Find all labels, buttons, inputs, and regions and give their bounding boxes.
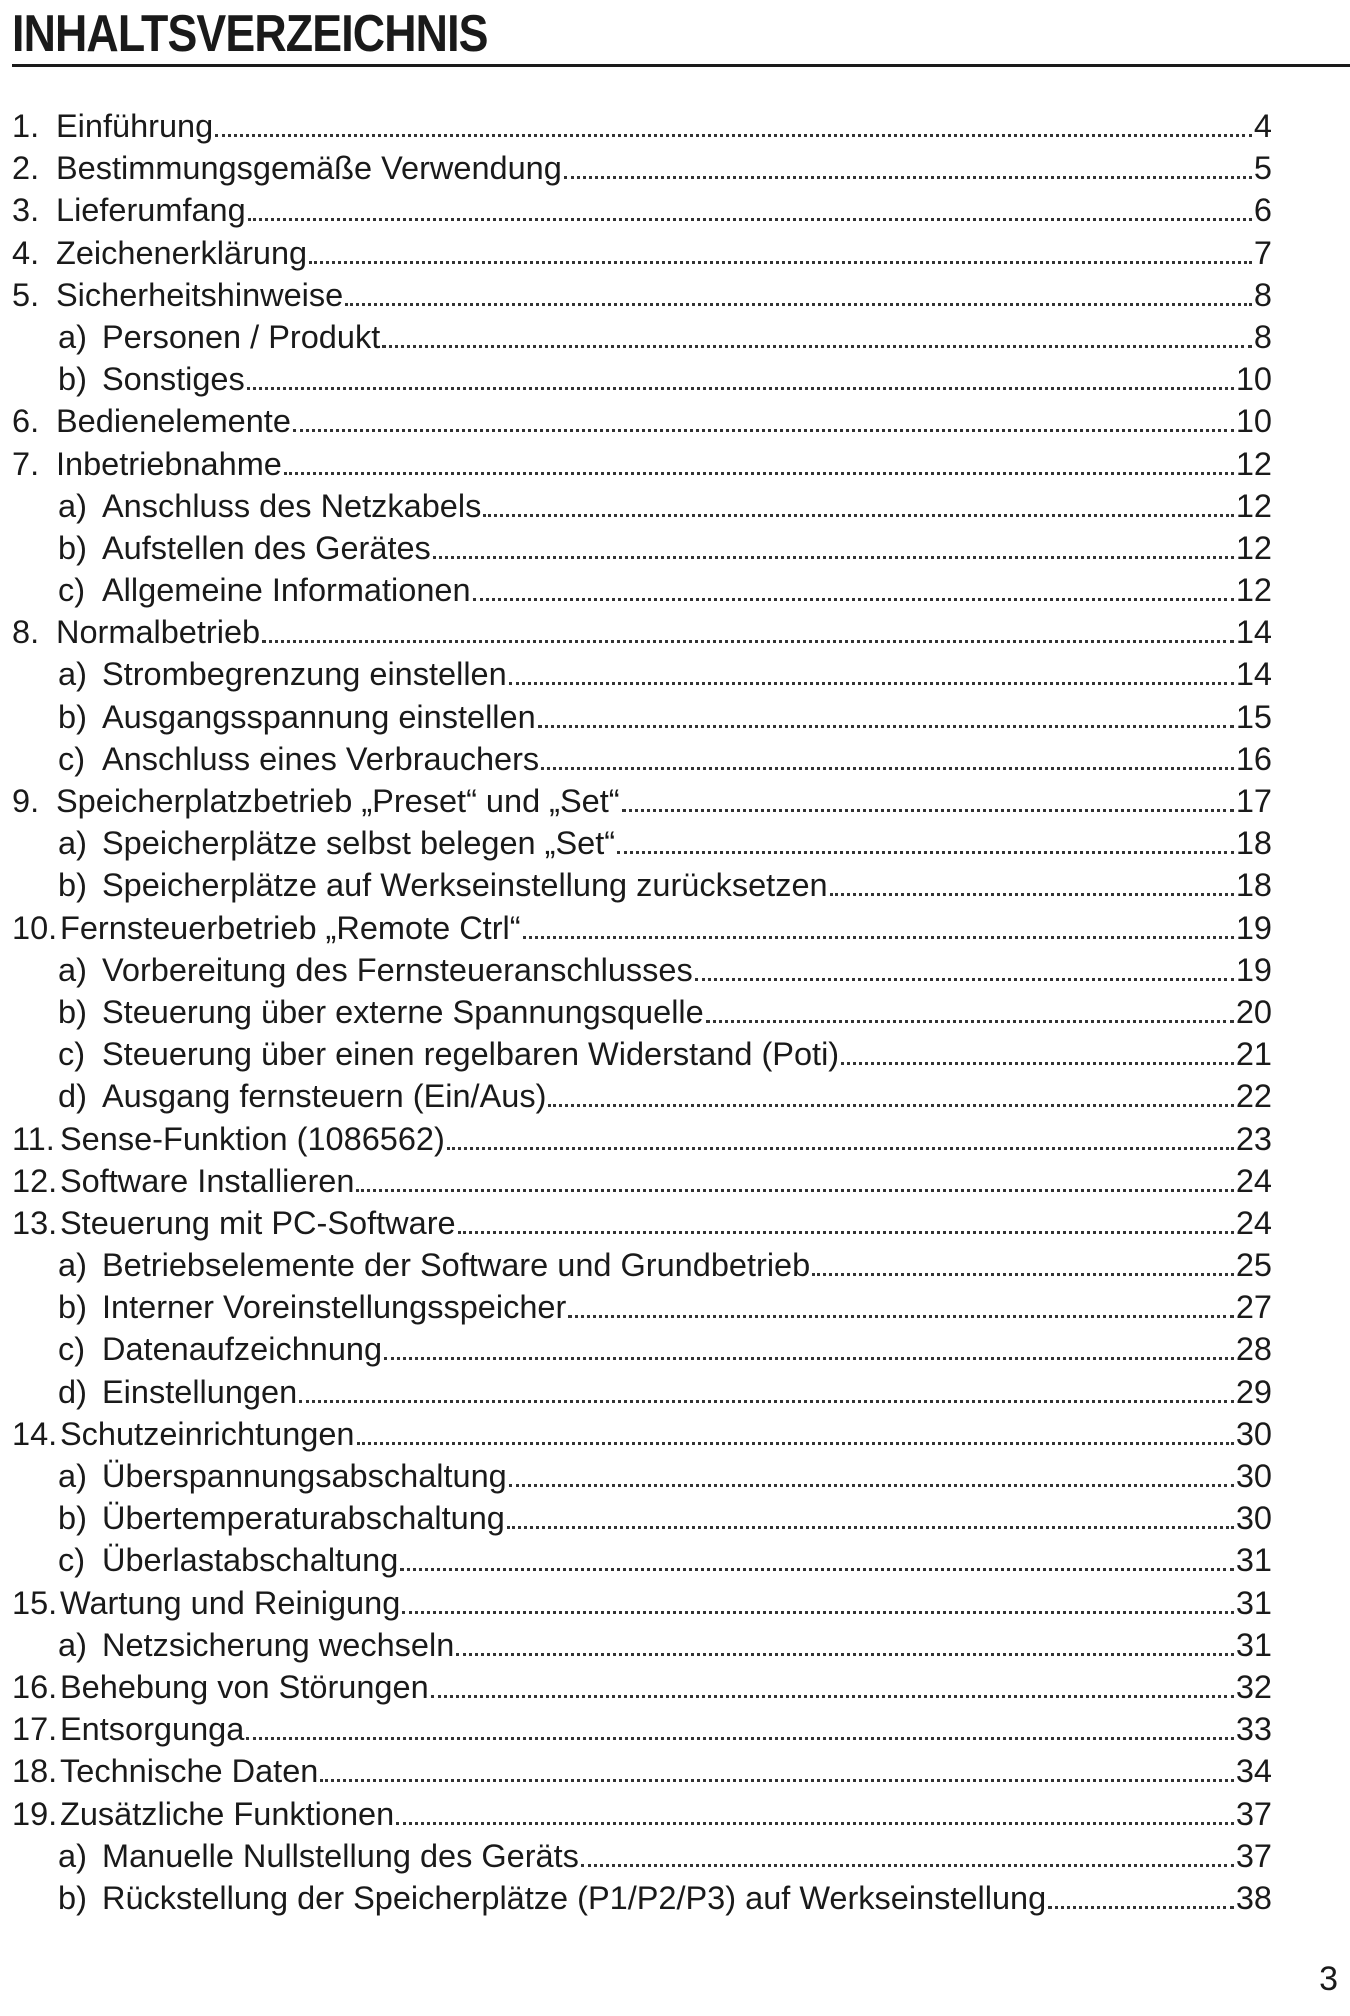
toc-subentry[interactable]	[12, 738, 1272, 780]
toc-subentry[interactable]	[12, 569, 1272, 611]
toc-entry-number: 18.	[12, 1753, 58, 1790]
toc-entry-page: 22	[1235, 1078, 1272, 1115]
toc-entry[interactable]	[12, 274, 1272, 316]
toc-entry-label: Technische Daten	[60, 1753, 319, 1790]
toc-leader-dots	[299, 1400, 1234, 1403]
toc-entry-number: b)	[58, 361, 87, 398]
toc-entry-label: Zusätzliche Funktionen	[60, 1795, 395, 1832]
toc-leader-dots	[509, 682, 1234, 685]
toc-entry-page: 15	[1235, 698, 1272, 735]
toc-leader-dots	[1048, 1906, 1234, 1909]
toc-entry-number: b)	[58, 529, 87, 566]
toc-entry-page: 19	[1235, 909, 1272, 946]
toc-subentry[interactable]	[12, 1244, 1272, 1286]
toc-leader-dots	[509, 1484, 1234, 1487]
toc-entry-page: 25	[1235, 1247, 1272, 1284]
toc-entry-label: Allgemeine Informationen	[102, 572, 471, 609]
toc-entry[interactable]	[12, 147, 1272, 189]
toc-entry-label: Netzsicherung wechseln	[102, 1626, 455, 1663]
toc-entry-number: 5.	[12, 276, 40, 313]
toc-entry-page: 24	[1235, 1162, 1272, 1199]
toc-entry-number: 17.	[12, 1711, 58, 1748]
toc-leader-dots	[382, 345, 1252, 348]
toc-entry[interactable]	[12, 105, 1272, 147]
toc-leader-dots	[400, 1568, 1234, 1571]
toc-subentry[interactable]	[12, 485, 1272, 527]
toc-entry-number: b)	[58, 698, 87, 735]
toc-leader-dots	[456, 1653, 1234, 1656]
toc-subentry[interactable]	[12, 1033, 1272, 1075]
toc-entry-number: b)	[58, 1289, 87, 1326]
toc-entry-label: Normalbetrieb	[56, 614, 261, 651]
toc-subentry[interactable]	[12, 991, 1272, 1033]
toc-entry-page: 27	[1235, 1289, 1272, 1326]
toc-leader-dots	[541, 767, 1234, 770]
toc-subentry[interactable]	[12, 1539, 1272, 1581]
toc-entry-page: 8	[1253, 276, 1272, 313]
toc-leader-dots	[473, 598, 1234, 601]
toc-leader-dots	[564, 176, 1252, 179]
toc-entry-number: c)	[58, 572, 86, 609]
toc-entry[interactable]	[12, 1750, 1272, 1792]
toc-entry[interactable]	[12, 1582, 1272, 1624]
toc-entry-page: 4	[1253, 108, 1272, 144]
toc-entry-number: 8.	[12, 614, 40, 651]
page-title: INHALTSVERZEICHNIS	[12, 5, 488, 63]
toc-leader-dots	[812, 1273, 1234, 1276]
toc-entry-number: b)	[58, 1879, 87, 1916]
toc-leader-dots	[384, 1357, 1234, 1360]
toc-entry[interactable]	[12, 189, 1272, 231]
toc-entry-number: a)	[58, 1626, 87, 1663]
toc-leader-dots	[215, 134, 1252, 137]
toc-entry-label: Datenaufzeichnung	[102, 1331, 383, 1368]
toc-entry[interactable]	[12, 1118, 1272, 1160]
toc-subentry[interactable]	[12, 527, 1272, 569]
toc-entry-page: 29	[1235, 1373, 1272, 1410]
toc-leader-dots	[447, 1147, 1234, 1150]
toc-entry-number: 4.	[12, 234, 40, 271]
toc-entry-page: 12	[1235, 572, 1272, 609]
toc-entry-page: 7	[1253, 234, 1272, 271]
toc-subentry[interactable]	[12, 1371, 1272, 1413]
toc-entry-page: 38	[1235, 1879, 1272, 1916]
toc-entry-label: Inbetriebnahme	[56, 445, 282, 482]
title-underline	[12, 64, 1350, 67]
toc-entry[interactable]	[12, 1160, 1272, 1202]
toc-entry-label: Interner Voreinstellungsspeicher	[102, 1289, 567, 1326]
toc-entry-page: 24	[1235, 1204, 1272, 1241]
toc-leader-dots	[284, 472, 1234, 475]
toc-entry[interactable]	[12, 232, 1272, 274]
toc-entry-label: Überlastabschaltung	[102, 1542, 399, 1579]
toc-entry-page: 8	[1253, 318, 1272, 355]
toc-entry-page: 14	[1235, 614, 1272, 651]
toc-entry-label: Anschluss eines Verbrauchers	[102, 740, 540, 777]
toc-entry-label: Behebung von Störungen	[60, 1668, 429, 1705]
toc-entry-page: 37	[1235, 1795, 1272, 1832]
toc-leader-dots	[402, 1611, 1234, 1614]
toc-entry-page: 30	[1235, 1458, 1272, 1494]
toc-entry-label: Betriebselemente der Software und Grundbetrieb	[102, 1247, 811, 1284]
toc-leader-dots	[695, 978, 1234, 981]
toc-subentry[interactable]	[12, 864, 1272, 906]
toc-leader-dots	[431, 1695, 1234, 1698]
toc-entry-label: Entsorgunga	[60, 1711, 245, 1748]
toc-leader-dots	[357, 1442, 1234, 1445]
toc-entry-label: Vorbereitung des Fernsteueranschlusses	[102, 951, 693, 988]
toc-subentry[interactable]	[12, 653, 1272, 695]
toc-leader-dots	[262, 640, 1234, 643]
toc-entry-number: c)	[58, 1331, 86, 1368]
toc-entry-number: 16.	[12, 1668, 58, 1705]
toc-subentry[interactable]	[12, 822, 1272, 864]
toc-subentry[interactable]	[12, 1455, 1272, 1497]
toc-entry-number: b)	[58, 867, 87, 904]
toc-entry-label: Rückstellung der Speicherplätze (P1/P2/P3) auf Werkseinstellung	[102, 1879, 1047, 1916]
toc-leader-dots	[622, 809, 1234, 812]
toc-leader-dots	[345, 303, 1252, 306]
toc-entry-number: a)	[58, 825, 87, 862]
toc-entry-number: c)	[58, 1542, 86, 1579]
toc-entry-label: Einstellungen	[102, 1373, 298, 1410]
toc-subentry[interactable]	[12, 1624, 1272, 1666]
toc-entry-label: Manuelle Nullstellung des Geräts	[102, 1837, 579, 1874]
toc-subentry[interactable]	[12, 1286, 1272, 1328]
toc-entry[interactable]	[12, 400, 1272, 442]
toc-entry-label: Sonstiges	[102, 361, 245, 398]
toc-entry-label: Schutzeinrichtungen	[60, 1415, 355, 1452]
toc-entry-page: 32	[1235, 1668, 1272, 1705]
toc-entry-page: 17	[1235, 783, 1272, 819]
toc-entry-label: Speicherplatzbetrieb „Preset“ und „Set“	[56, 783, 620, 819]
toc-entry[interactable]	[12, 1413, 1272, 1455]
toc-entry-number: c)	[58, 740, 86, 777]
toc-entry-page: 34	[1235, 1753, 1272, 1790]
toc-entry-number: 13.	[12, 1204, 58, 1241]
toc-entry-label: Sicherheitshinweise	[56, 276, 344, 313]
toc-entry-number: a)	[58, 487, 87, 524]
toc-entry-number: 12.	[12, 1162, 58, 1199]
toc-entry-page: 31	[1235, 1542, 1272, 1579]
toc-entry-page: 23	[1235, 1120, 1272, 1157]
toc-entry-label: Ausgang fernsteuern (Ein/Aus)	[102, 1078, 547, 1115]
toc-entry-label: Wartung und Reinigung	[60, 1584, 401, 1621]
page-number: 3	[1319, 1960, 1338, 1998]
toc-leader-dots	[483, 514, 1233, 517]
toc-entry-number: 3.	[12, 192, 40, 229]
toc-leader-dots	[396, 1822, 1234, 1825]
toc-leader-dots	[581, 1864, 1234, 1867]
toc-leader-dots	[433, 556, 1234, 559]
toc-entry-page: 14	[1235, 656, 1272, 693]
toc-leader-dots	[568, 1315, 1234, 1318]
toc-entry-number: 19.	[12, 1795, 58, 1832]
toc-entry-label: Steuerung mit PC-Software	[60, 1204, 456, 1241]
toc-entry-number: 6.	[12, 403, 40, 440]
toc-entry-page: 12	[1235, 445, 1272, 482]
toc-subentry[interactable]	[12, 1877, 1272, 1919]
toc-entry-page: 31	[1235, 1626, 1272, 1663]
toc-entry-number: 15.	[12, 1584, 58, 1621]
toc-entry-label: Bedienelemente	[56, 403, 291, 440]
toc-entry-page: 16	[1235, 740, 1272, 777]
toc-entry-label: Speicherplätze auf Werkseinstellung zurücksetzen	[102, 867, 828, 904]
toc-entry-label: Aufstellen des Gerätes	[102, 529, 431, 566]
toc-subentry[interactable]	[12, 358, 1272, 400]
toc-entry-label: Bestimmungsgemäße Verwendung	[56, 150, 562, 187]
toc-entry-page: 20	[1235, 993, 1272, 1030]
toc-leader-dots	[247, 387, 1234, 390]
toc-entry-number: 10.	[12, 909, 58, 946]
toc-entry-label: Zeichenerklärung	[56, 234, 308, 271]
toc-leader-dots	[617, 851, 1234, 854]
toc-leader-dots	[841, 1062, 1234, 1065]
toc-entry-number: b)	[58, 993, 87, 1030]
toc-entry-page: 6	[1253, 192, 1272, 229]
table-of-contents	[12, 105, 1272, 1919]
toc-entry[interactable]	[12, 780, 1272, 822]
toc-entry-number: 14.	[12, 1415, 58, 1452]
toc-entry-label: Überspannungsabschaltung	[102, 1458, 507, 1494]
toc-entry[interactable]	[12, 611, 1272, 653]
toc-entry-page: 30	[1235, 1500, 1272, 1537]
toc-subentry[interactable]	[12, 696, 1272, 738]
toc-entry-label: Übertemperaturabschaltung	[102, 1500, 505, 1537]
toc-entry-page: 31	[1235, 1584, 1272, 1621]
toc-leader-dots	[309, 261, 1252, 264]
toc-entry-number: d)	[58, 1373, 87, 1410]
toc-leader-dots	[507, 1526, 1234, 1529]
toc-leader-dots	[830, 893, 1234, 896]
toc-subentry[interactable]	[12, 1835, 1272, 1877]
toc-leader-dots	[320, 1779, 1233, 1782]
toc-leader-dots	[548, 1104, 1233, 1107]
toc-entry-number: a)	[58, 1458, 87, 1494]
toc-entry-page: 12	[1235, 487, 1272, 524]
toc-entry[interactable]	[12, 1793, 1272, 1835]
toc-entry[interactable]	[12, 907, 1272, 949]
toc-entry-number: 11.	[12, 1120, 55, 1157]
toc-entry-page: 33	[1235, 1711, 1272, 1748]
toc-entry-number: d)	[58, 1078, 87, 1115]
toc-entry-page: 30	[1235, 1415, 1272, 1452]
toc-entry[interactable]	[12, 1708, 1272, 1750]
toc-entry-page: 10	[1235, 403, 1272, 440]
toc-entry-page: 21	[1235, 1036, 1272, 1073]
toc-entry-page: 10	[1235, 361, 1272, 398]
toc-entry-number: a)	[58, 951, 87, 988]
toc-entry-page: 37	[1235, 1837, 1272, 1874]
toc-entry-label: Sense-Funktion (1086562)	[60, 1120, 445, 1157]
toc-entry-label: Steuerung über externe Spannungsquelle	[102, 993, 704, 1030]
toc-entry-label: Steuerung über einen regelbaren Widerstand (Poti)	[102, 1036, 840, 1073]
toc-entry-page: 12	[1235, 529, 1272, 566]
toc-entry-label: Lieferumfang	[56, 192, 246, 229]
toc-entry-number: 2.	[12, 150, 40, 187]
toc-entry-number: a)	[58, 1837, 87, 1874]
toc-entry-page: 18	[1235, 825, 1272, 862]
toc-subentry[interactable]	[12, 1075, 1272, 1117]
toc-leader-dots	[523, 936, 1234, 939]
toc-leader-dots	[538, 725, 1234, 728]
toc-entry-number: 9.	[12, 783, 40, 819]
toc-entry-number: 1.	[12, 108, 40, 144]
toc-entry-label: Software Installieren	[60, 1162, 355, 1199]
toc-entry-page: 19	[1235, 951, 1272, 988]
toc-entry-number: b)	[58, 1500, 87, 1537]
toc-entry-label: Speicherplätze selbst belegen „Set“	[102, 825, 616, 862]
toc-entry-number: a)	[58, 1247, 87, 1284]
toc-leader-dots	[293, 429, 1234, 432]
toc-entry-page: 5	[1253, 150, 1272, 187]
toc-entry-number: a)	[58, 318, 87, 355]
toc-entry-number: a)	[58, 656, 87, 693]
toc-entry-label: Einführung	[56, 108, 214, 144]
toc-subentry[interactable]	[12, 1497, 1272, 1539]
toc-entry[interactable]	[12, 443, 1272, 485]
toc-entry-label: Ausgangsspannung einstellen	[102, 698, 536, 735]
toc-entry[interactable]	[12, 1202, 1272, 1244]
toc-leader-dots	[356, 1189, 1233, 1192]
toc-entry-number: 7.	[12, 445, 40, 482]
toc-entry-page: 18	[1235, 867, 1272, 904]
toc-subentry[interactable]	[12, 949, 1272, 991]
toc-leader-dots	[248, 218, 1252, 221]
toc-entry[interactable]	[12, 1666, 1272, 1708]
toc-entry-label: Personen / Produkt	[102, 318, 381, 355]
toc-entry-number: c)	[58, 1036, 86, 1073]
toc-entry-label: Anschluss des Netzkabels	[102, 487, 482, 524]
toc-leader-dots	[246, 1737, 1234, 1740]
toc-subentry[interactable]	[12, 1328, 1272, 1370]
toc-entry-label: Strombegrenzung einstellen	[102, 656, 507, 693]
toc-entry-page: 28	[1235, 1331, 1272, 1368]
toc-entry-label: Fernsteuerbetrieb „Remote Ctrl“	[60, 909, 521, 946]
toc-leader-dots	[706, 1020, 1234, 1023]
toc-leader-dots	[458, 1231, 1234, 1234]
toc-subentry[interactable]	[12, 316, 1272, 358]
